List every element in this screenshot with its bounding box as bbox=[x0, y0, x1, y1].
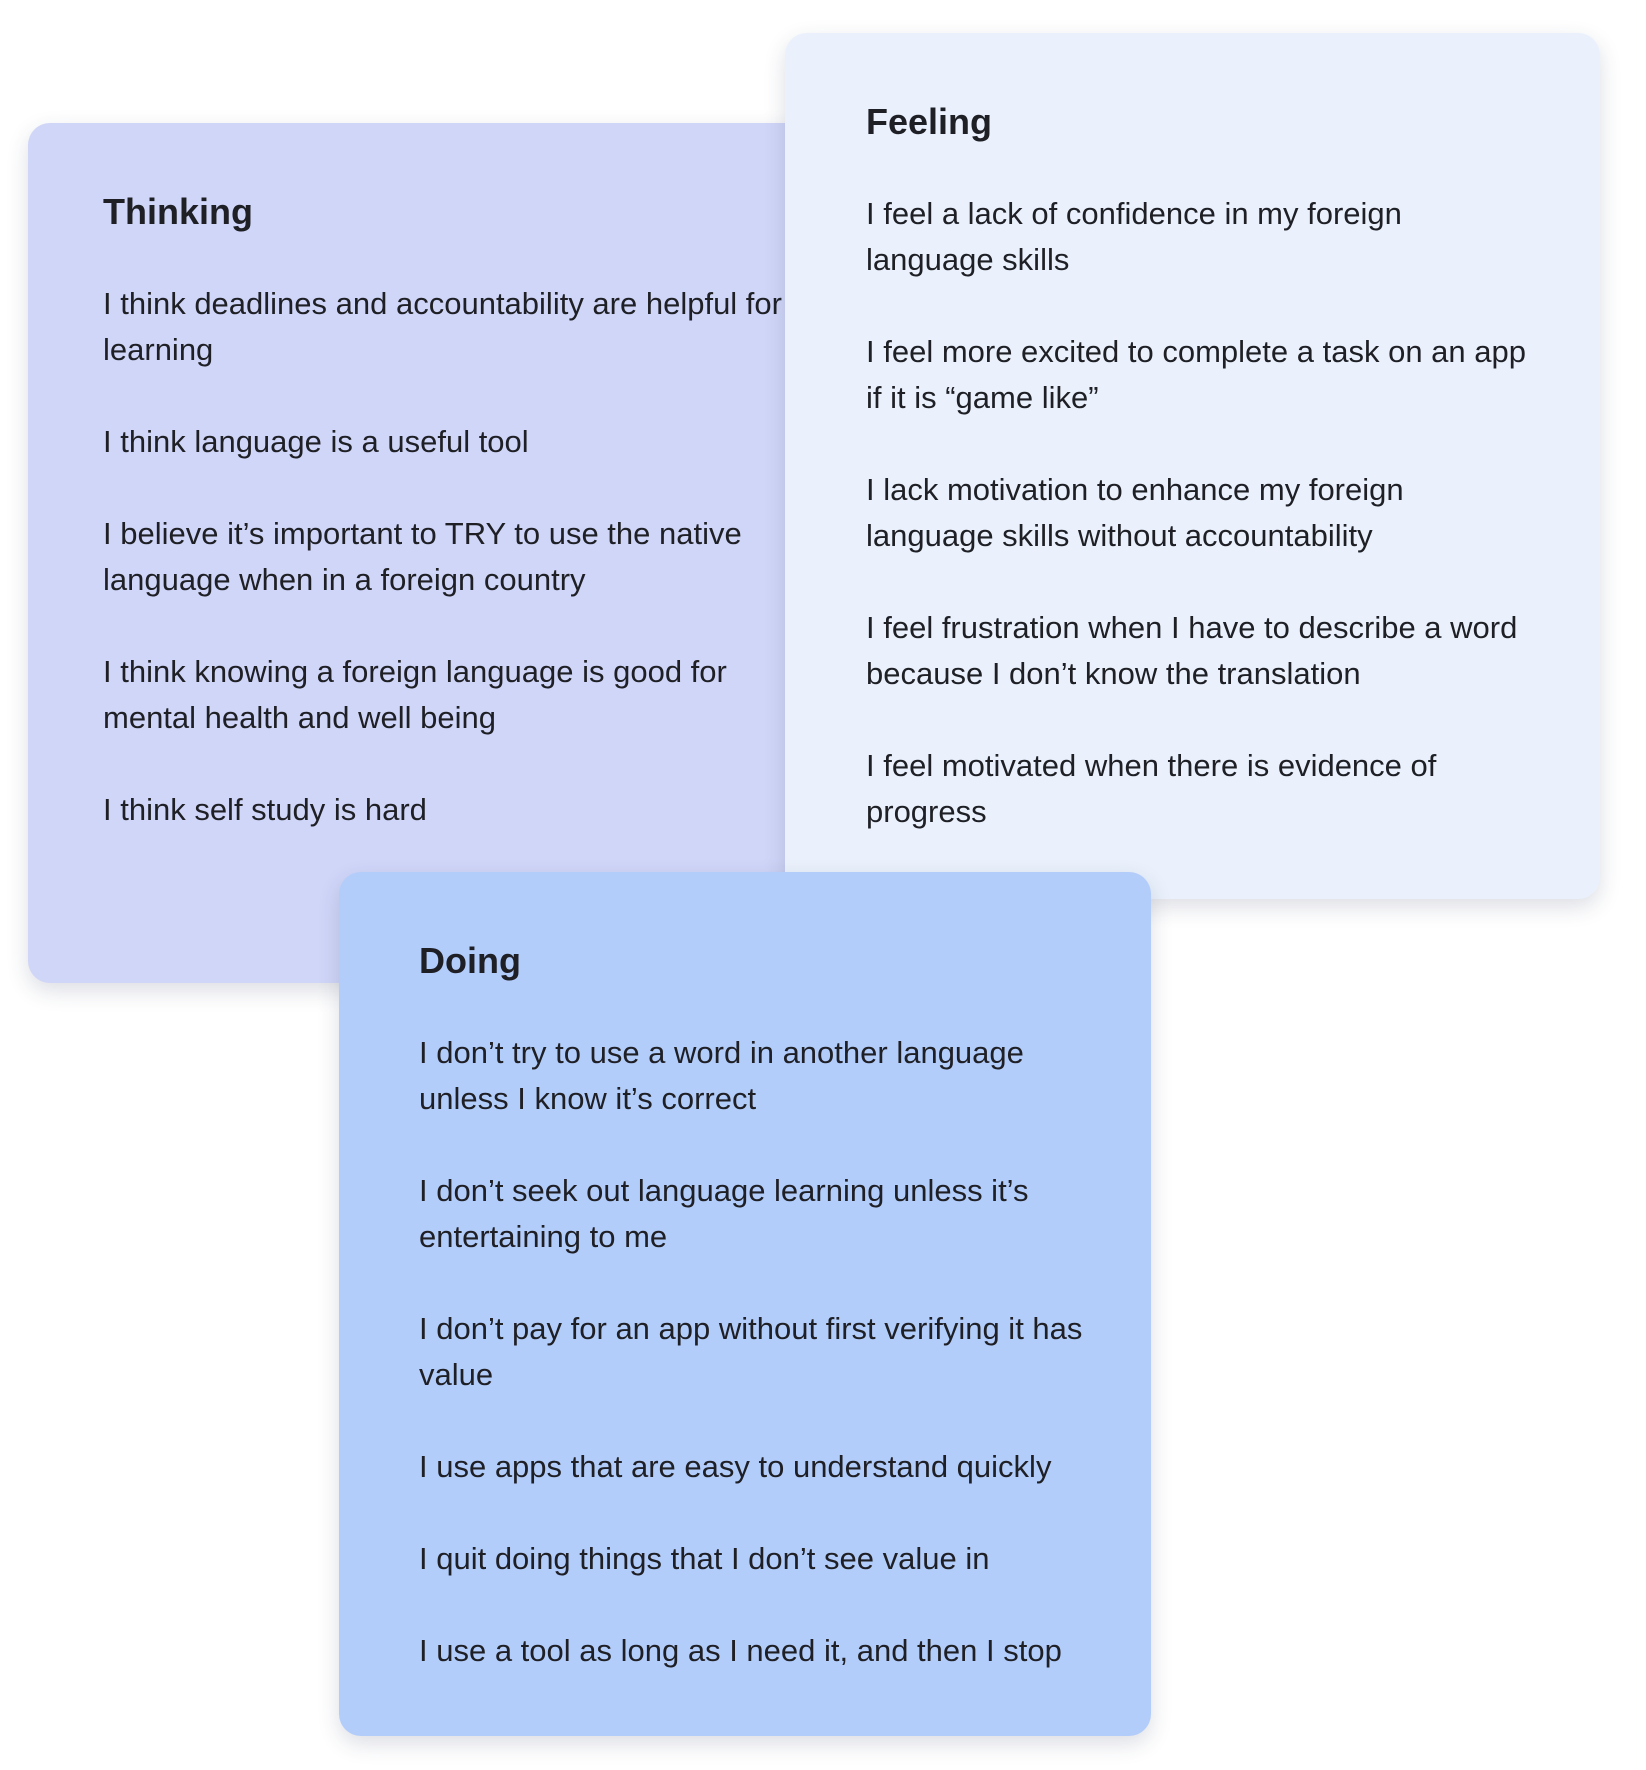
thinking-title: Thinking bbox=[103, 191, 253, 232]
feeling-item: I feel more excited to complete a task on an app if it is “game like” bbox=[866, 334, 1526, 415]
doing-item: I use apps that are easy to understand quickly bbox=[419, 1449, 1052, 1484]
thinking-card bbox=[28, 123, 838, 983]
thinking-item: I believe it’s important to TRY to use the native language when in a foreign country bbox=[103, 516, 742, 597]
thinking-list bbox=[103, 281, 783, 833]
doing-list bbox=[419, 1030, 1109, 1674]
thinking-item: I think deadlines and accountability are helpful for learning bbox=[103, 286, 782, 367]
doing-item: I quit doing things that I don’t see value in bbox=[419, 1541, 990, 1576]
feeling-list bbox=[866, 191, 1526, 835]
thinking-item: I think self study is hard bbox=[103, 792, 427, 827]
doing-item: I don’t pay for an app without first verifying it has value bbox=[419, 1311, 1083, 1392]
feeling-item: I lack motivation to enhance my foreign language skills without accountability bbox=[866, 472, 1404, 553]
feeling-item: I feel motivated when there is evidence of progress bbox=[866, 748, 1437, 829]
doing-item: I use a tool as long as I need it, and then I stop bbox=[419, 1633, 1062, 1668]
feeling-item: I feel frustration when I have to describe a word because I don’t know the translation bbox=[866, 610, 1518, 691]
doing-title: Doing bbox=[419, 940, 521, 981]
doing-card bbox=[339, 872, 1151, 1736]
thinking-item: I think language is a useful tool bbox=[103, 424, 529, 459]
doing-item: I don’t seek out language learning unless it’s entertaining to me bbox=[419, 1173, 1029, 1254]
feeling-item: I feel a lack of confidence in my foreign language skills bbox=[866, 196, 1402, 277]
feeling-title: Feeling bbox=[866, 101, 993, 142]
doing-item: I don’t try to use a word in another language unless I know it’s correct bbox=[419, 1035, 1024, 1116]
feeling-card bbox=[785, 33, 1600, 899]
thinking-item: I think knowing a foreign language is good for mental health and well being bbox=[103, 654, 727, 735]
